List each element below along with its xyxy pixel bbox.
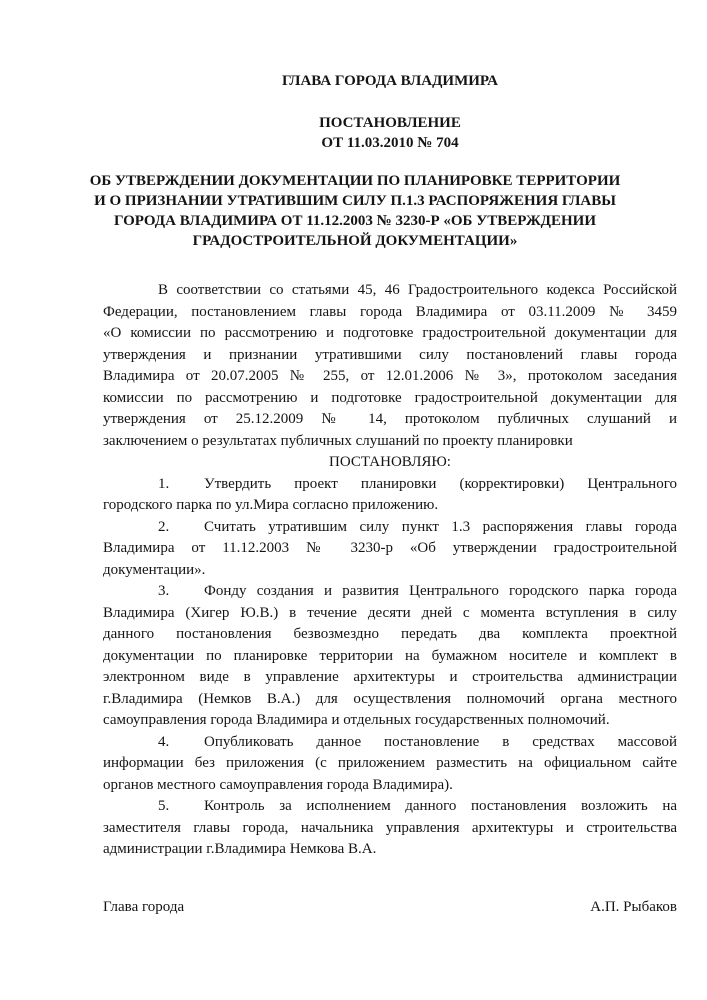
numbered-item bbox=[103, 732, 677, 797]
item-number: 3. bbox=[158, 583, 170, 599]
text-line: Владимира от 11.12.2003 № 3230-р «Об утверждении градостроительной bbox=[103, 540, 677, 556]
title-line: И О ПРИЗНАНИИ УТРАТИВШИМ СИЛУ П.1.3 РАСПОРЯЖЕНИЯ ГЛАВЫ bbox=[94, 193, 616, 209]
text-line: документации». bbox=[103, 561, 206, 578]
document-title bbox=[30, 171, 680, 251]
text-line: комиссии по рассмотрению и подготовке градостроительной документации для bbox=[103, 389, 677, 406]
item-text: Опубликовать данное постановление в средствах массовой bbox=[204, 733, 677, 750]
item-number: 5. bbox=[158, 798, 170, 814]
text-line: самоуправления города Владимира и отдельных государственных полномочий. bbox=[103, 712, 610, 728]
document-header bbox=[103, 0, 677, 153]
numbered-item bbox=[103, 474, 677, 517]
item-number: 4. bbox=[158, 733, 170, 750]
text-line: электронном виде в управление архитектуры и строительства администрации bbox=[103, 669, 677, 685]
text-line: заключением о результатах публичных слушаний по проекту планировки bbox=[103, 432, 573, 449]
text-line: информации без приложения (с приложением разместить на официальном сайте bbox=[103, 755, 677, 771]
resolve-word: ПОСТАНОВЛЯЮ: bbox=[329, 454, 451, 470]
signature-position: Глава города bbox=[103, 898, 185, 915]
text-line: Владимира от 20.07.2005 № 255, от 12.01.2006 № 3», протоколом заседания bbox=[103, 368, 677, 384]
organization-name: ГЛАВА ГОРОДА ВЛАДИМИРА bbox=[282, 73, 498, 89]
text-line: городского парка по ул.Мира согласно приложению. bbox=[103, 497, 439, 513]
title-line: ГРАДОСТРОИТЕЛЬНОЙ ДОКУМЕНТАЦИИ» bbox=[192, 233, 518, 249]
text-line bbox=[103, 517, 677, 539]
text-line: «О комиссии по рассмотрению и подготовке градостроительной документации для bbox=[103, 325, 677, 341]
signature-name: А.П. Рыбаков bbox=[590, 898, 677, 915]
title-line: ГОРОДА ВЛАДИМИРА ОТ 11.12.2003 № 3230-Р «ОБ УТВЕРЖДЕНИИ bbox=[113, 213, 597, 229]
text-line bbox=[103, 581, 677, 603]
text-line bbox=[103, 474, 677, 496]
text-line: заместителя главы города, начальника управления архитектуры и строительства bbox=[103, 819, 677, 836]
document-date-number: ОТ 11.03.2010 № 704 bbox=[321, 135, 459, 151]
intro-paragraph bbox=[103, 280, 677, 452]
text-line bbox=[103, 796, 677, 818]
numbered-item bbox=[103, 517, 677, 582]
text-line: Федерации, постановлением главы города Владимира от 03.11.2009 № 3459 bbox=[103, 303, 677, 320]
item-text: Считать утратившим силу пункт 1.3 распоряжения главы города bbox=[204, 518, 677, 535]
text-line: г.Владимира (Немков В.А.) для осуществления полномочий органа местного bbox=[103, 690, 677, 707]
text-line: утверждения от 25.12.2009 № 14, протоколом публичных слушаний и bbox=[103, 411, 677, 427]
numbered-item bbox=[103, 581, 677, 732]
signature-block bbox=[103, 897, 677, 919]
text-line: данного постановления безвозмездно передать два комплекта проектной bbox=[103, 626, 677, 642]
text-line: администрации г.Владимира Немкова В.А. bbox=[103, 841, 377, 857]
text-line: органов местного самоуправления города Владимира). bbox=[103, 776, 453, 793]
document-body bbox=[103, 280, 677, 861]
title-line: ОБ УТВЕРЖДЕНИИ ДОКУМЕНТАЦИИ ПО ПЛАНИРОВКЕ ТЕРРИТОРИИ bbox=[89, 173, 621, 189]
document-type: ПОСТАНОВЛЕНИЕ bbox=[319, 115, 461, 131]
item-number: 2. bbox=[158, 518, 170, 535]
text-line bbox=[103, 732, 677, 754]
text-line: Владимира (Хигер Ю.В.) в течение десяти дней с момента вступления в силу bbox=[103, 604, 677, 621]
item-text: Утвердить проект планировки (корректировки) Центрального bbox=[204, 475, 677, 492]
item-number: 1. bbox=[158, 475, 170, 492]
text-line: документации по планировке территории на бумажном носителе и комплект в bbox=[103, 647, 677, 664]
item-text: Фонду создания и развития Центрального городского парка города bbox=[204, 583, 677, 599]
numbered-item bbox=[103, 796, 677, 861]
text-line: В соответствии со статьями 45, 46 Градостроительного кодекса Российской bbox=[158, 282, 677, 298]
text-line: утверждения и признании утратившими силу постановлений главы города bbox=[103, 346, 677, 363]
item-text: Контроль за исполнением данного постановления возложить на bbox=[204, 798, 677, 814]
